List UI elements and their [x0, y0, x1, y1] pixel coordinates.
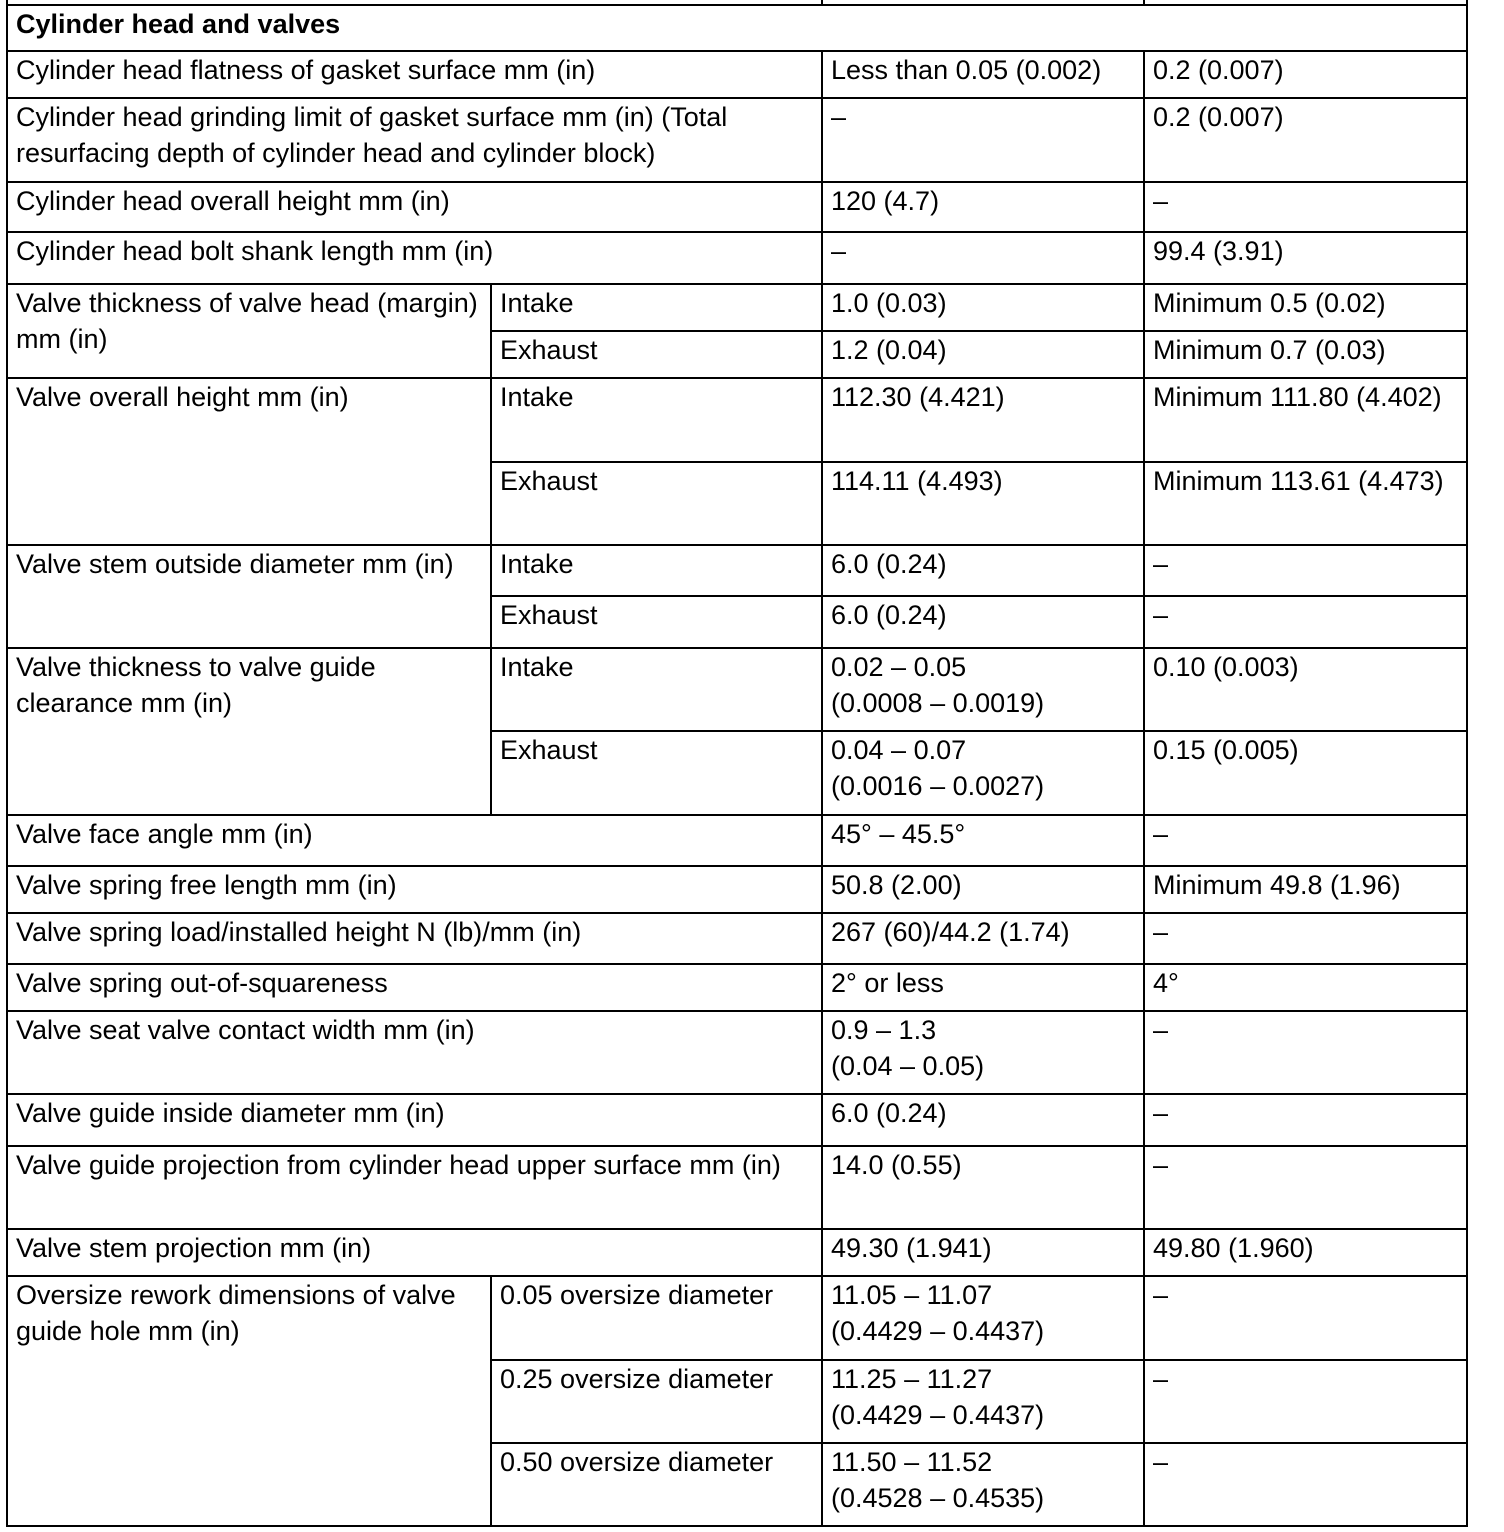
standard-value: 120 (4.7) — [822, 182, 1144, 232]
standard-value: 112.30 (4.421) — [822, 378, 1144, 462]
standard-value: 50.8 (2.00) — [822, 866, 1144, 913]
value-line: 11.25 – 11.27 — [831, 1364, 993, 1394]
spec-label: Cylinder head overall height mm (in) — [7, 182, 822, 232]
standard-value — [822, 1360, 1144, 1443]
limit-value: – — [1144, 1146, 1467, 1229]
limit-value: Minimum 111.80 (4.402) — [1144, 378, 1467, 462]
table-row — [7, 545, 1467, 596]
limit-value: – — [1144, 1094, 1467, 1146]
standard-value: – — [822, 232, 1144, 284]
spec-label: Valve stem projection mm (in) — [7, 1229, 822, 1276]
sub-label: Exhaust — [491, 462, 822, 545]
section-header-row — [7, 5, 1467, 51]
sub-label: Exhaust — [491, 331, 822, 378]
section-title: Cylinder head and valves — [7, 5, 1467, 51]
standard-value: Less than 0.05 (0.002) — [822, 51, 1144, 98]
spec-label: Valve guide projection from cylinder head upper surface mm (in) — [7, 1146, 822, 1229]
table-row — [7, 1011, 1467, 1094]
sub-label: 0.05 oversize diameter — [491, 1276, 822, 1360]
value-line: 11.05 – 11.07 — [831, 1280, 993, 1310]
spec-label: Valve guide inside diameter mm (in) — [7, 1094, 822, 1146]
table-row — [7, 1146, 1467, 1229]
table-row — [7, 964, 1467, 1011]
table-row — [7, 866, 1467, 913]
limit-value: – — [1144, 1360, 1467, 1443]
standard-value: 267 (60)/44.2 (1.74) — [822, 913, 1144, 964]
table-row — [7, 51, 1467, 98]
spec-table — [6, 0, 1468, 1527]
limit-value: 49.80 (1.960) — [1144, 1229, 1467, 1276]
value-line: (0.0008 – 0.0019) — [831, 688, 1045, 718]
table-row — [7, 648, 1467, 731]
sub-label: Intake — [491, 648, 822, 731]
spec-label: Cylinder head flatness of gasket surface mm (in) — [7, 51, 822, 98]
standard-value — [822, 648, 1144, 731]
limit-value: Minimum 113.61 (4.473) — [1144, 462, 1467, 545]
limit-value: 0.2 (0.007) — [1144, 98, 1467, 182]
limit-value: Minimum 0.5 (0.02) — [1144, 284, 1467, 331]
standard-value — [822, 1011, 1144, 1094]
spec-label: Oversize rework dimensions of valve guide hole mm (in) — [7, 1276, 491, 1526]
value-line: 11.50 – 11.52 — [831, 1447, 993, 1477]
value-line: 0.04 – 0.07 — [831, 735, 967, 765]
standard-value: – — [822, 98, 1144, 182]
standard-value: 45° – 45.5° — [822, 815, 1144, 866]
standard-value — [822, 1443, 1144, 1526]
table-row — [7, 232, 1467, 284]
spec-label: Valve face angle mm (in) — [7, 815, 822, 866]
limit-value: – — [1144, 815, 1467, 866]
sub-label: Intake — [491, 284, 822, 331]
table-row — [7, 913, 1467, 964]
standard-value: 49.30 (1.941) — [822, 1229, 1144, 1276]
spec-label: Valve thickness to valve guide clearance mm (in) — [7, 648, 491, 815]
limit-value: – — [1144, 1011, 1467, 1094]
value-line: (0.0016 – 0.0027) — [831, 771, 1045, 801]
standard-value: 6.0 (0.24) — [822, 545, 1144, 596]
standard-value — [822, 1276, 1144, 1360]
sub-label: Exhaust — [491, 596, 822, 648]
value-line: 0.02 – 0.05 — [831, 652, 967, 682]
value-line: (0.4528 – 0.4535) — [831, 1483, 1045, 1513]
spec-label: Cylinder head grinding limit of gasket surface mm (in) (Total resurfacing depth of cylinder head and cylinder block) — [7, 98, 822, 182]
limit-value: – — [1144, 596, 1467, 648]
value-line: (0.04 – 0.05) — [831, 1051, 985, 1081]
value-line: (0.4429 – 0.4437) — [831, 1316, 1045, 1346]
standard-value: 6.0 (0.24) — [822, 1094, 1144, 1146]
value-line: (0.4429 – 0.4437) — [831, 1400, 1045, 1430]
standard-value: 114.11 (4.493) — [822, 462, 1144, 545]
limit-value: – — [1144, 1443, 1467, 1526]
limit-value: – — [1144, 1276, 1467, 1360]
sub-label: Intake — [491, 378, 822, 462]
limit-value: 0.15 (0.005) — [1144, 731, 1467, 815]
sub-label: Exhaust — [491, 731, 822, 815]
spec-label: Valve spring load/installed height N (lb)/mm (in) — [7, 913, 822, 964]
table-row — [7, 98, 1467, 182]
standard-value — [822, 731, 1144, 815]
standard-value: 6.0 (0.24) — [822, 596, 1144, 648]
table-row — [7, 1229, 1467, 1276]
standard-value: 1.2 (0.04) — [822, 331, 1144, 378]
table-row — [7, 1094, 1467, 1146]
limit-value: 99.4 (3.91) — [1144, 232, 1467, 284]
table-row — [7, 1276, 1467, 1360]
sub-label: Intake — [491, 545, 822, 596]
sub-label: 0.25 oversize diameter — [491, 1360, 822, 1443]
table-row — [7, 182, 1467, 232]
table-row — [7, 815, 1467, 866]
spec-label: Valve thickness of valve head (margin) mm (in) — [7, 284, 491, 378]
limit-value: Minimum 0.7 (0.03) — [1144, 331, 1467, 378]
limit-value: 0.10 (0.003) — [1144, 648, 1467, 731]
limit-value: Minimum 49.8 (1.96) — [1144, 866, 1467, 913]
spec-label: Valve overall height mm (in) — [7, 378, 491, 545]
spec-label: Valve spring free length mm (in) — [7, 866, 822, 913]
limit-value: – — [1144, 545, 1467, 596]
standard-value: 2° or less — [822, 964, 1144, 1011]
value-line: 0.9 – 1.3 — [831, 1015, 937, 1045]
standard-value: 1.0 (0.03) — [822, 284, 1144, 331]
standard-value: 14.0 (0.55) — [822, 1146, 1144, 1229]
spec-label: Valve stem outside diameter mm (in) — [7, 545, 491, 648]
limit-value: 4° — [1144, 964, 1467, 1011]
sub-label: 0.50 oversize diameter — [491, 1443, 822, 1526]
limit-value: – — [1144, 913, 1467, 964]
spec-label: Valve spring out-of-squareness — [7, 964, 822, 1011]
spec-label: Cylinder head bolt shank length mm (in) — [7, 232, 822, 284]
table-row — [7, 284, 1467, 331]
spec-label: Valve seat valve contact width mm (in) — [7, 1011, 822, 1094]
limit-value: – — [1144, 182, 1467, 232]
limit-value: 0.2 (0.007) — [1144, 51, 1467, 98]
table-row — [7, 378, 1467, 462]
